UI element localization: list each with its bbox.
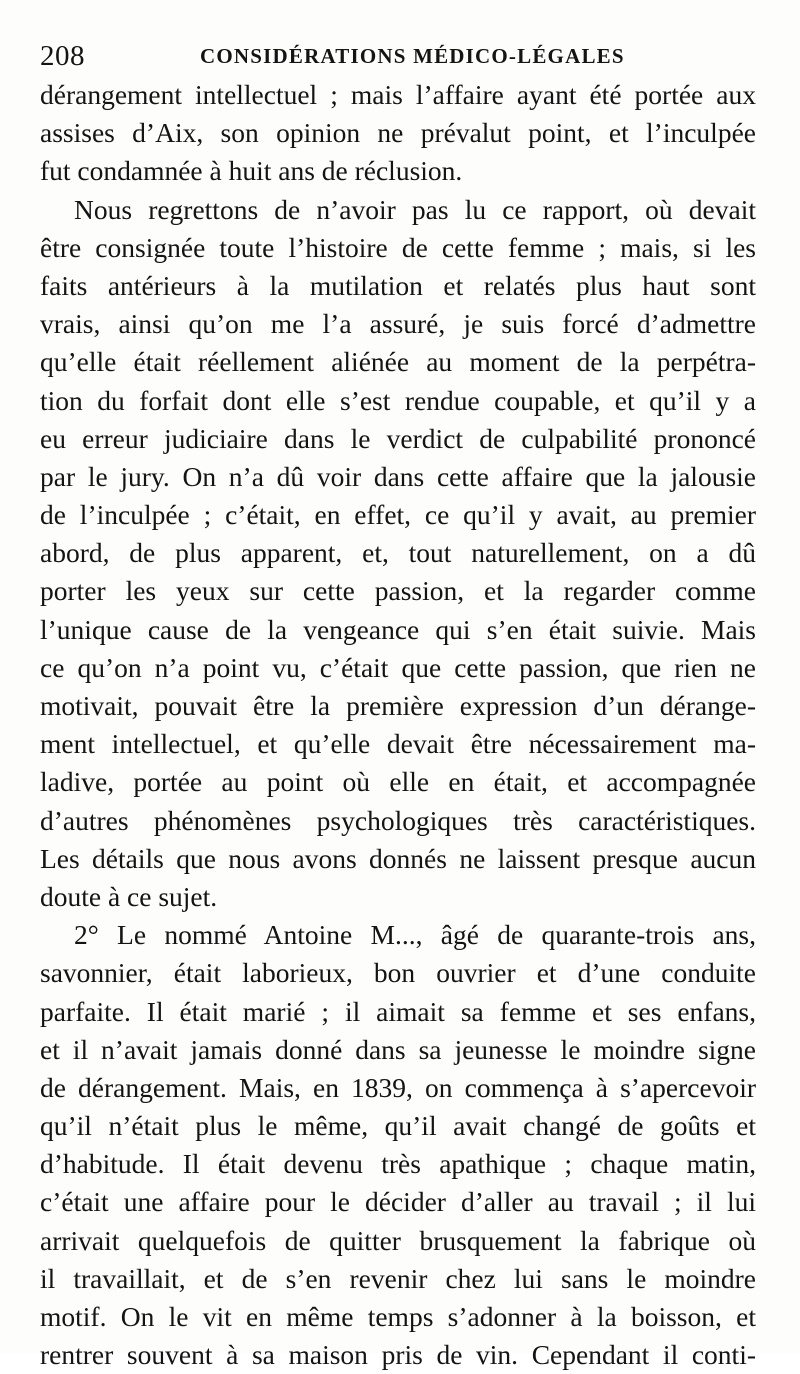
text-line: par le jury. On n’a dû voir dans cette affaire que la jalousie	[40, 460, 756, 492]
text-line: c’était une affaire pour le décider d’aller au travail ; il lui	[40, 1186, 756, 1218]
page-number: 208	[40, 39, 85, 72]
text-line: arrivait quelquefois de quitter brusquement la fabrique où	[40, 1224, 756, 1256]
text-line: abord, de plus apparent, et, tout naturellement, on a dû	[40, 537, 756, 569]
text-line: ment intellectuel, et qu’elle devait être nécessairement ma-	[40, 728, 756, 760]
text-line: de dérangement. Mais, en 1839, on commença à s’apercevoir	[40, 1071, 756, 1103]
text-line: et il n’avait jamais donné dans sa jeunesse le moindre signe	[40, 1033, 756, 1065]
text-line: motivait, pouvait être la première expression d’un dérange-	[40, 690, 756, 721]
text-line: fut condamnée à huit ans de réclusion.	[40, 155, 463, 187]
page-header	[40, 36, 756, 76]
body-text	[40, 76, 756, 1374]
text-line: ladive, portée au point où elle en était, et accompagnée	[40, 766, 756, 798]
text-line: savonnier, était laborieux, bon ouvrier et d’une conduite	[40, 957, 756, 989]
text-line: assises d’Aix, son opinion ne prévalut point, et l’inculpée	[40, 117, 756, 149]
text-line: parfaite. Il était marié ; il aimait sa femme et ses enfans,	[40, 995, 756, 1027]
text-line: Les détails que nous avons donnés ne laissent presque aucun	[40, 842, 756, 874]
text-line: motif. On le vit en même temps s’adonner à la boisson, et	[40, 1301, 756, 1332]
text-line: faits antérieurs à la mutilation et relatés plus haut sont	[40, 269, 756, 301]
text-line: de l’inculpée ; c’était, en effet, ce qu’il y avait, au premier	[40, 499, 756, 531]
text-line: être consignée toute l’histoire de cette femme ; mais, si les	[40, 231, 756, 263]
text-line: il travaillait, et de s’en revenir chez lui sans le moindre	[40, 1262, 756, 1294]
text-line: porter les yeux sur cette passion, et la regarder comme	[40, 575, 756, 607]
text-line: l’unique cause de la vengeance qui s’en était suivie. Mais	[40, 613, 756, 645]
text-line: rentrer souvent à sa maison pris de vin. Cependant il conti-	[40, 1339, 756, 1371]
text-line: d’autres phénomènes psychologiques très caractéristiques.	[40, 804, 756, 836]
text-line: eu erreur judiciaire dans le verdict de culpabilité prononcé	[40, 422, 756, 454]
text-line: d’habitude. Il était devenu très apathique ; chaque matin,	[40, 1148, 756, 1180]
text-line: doute à ce sujet.	[40, 880, 218, 912]
text-line: ce qu’on n’a point vu, c’était que cette passion, que rien ne	[40, 651, 756, 683]
text-line: tion du forfait dont elle s’est rendue coupable, et qu’il y a	[40, 384, 756, 416]
text-line: 2° Le nommé Antoine M..., âgé de quarante-trois ans,	[74, 919, 756, 951]
text-line: Nous regrettons de n’avoir pas lu ce rapport, où devait	[74, 193, 756, 225]
running-head: CONSIDÉRATIONS MÉDICO-LÉGALES	[200, 43, 625, 68]
text-line: dérangement intellectuel ; mais l’affaire ayant été portée aux	[40, 79, 756, 110]
text-line: qu’il n’était plus le même, qu’il avait changé de goûts et	[40, 1110, 756, 1142]
text-line: vrais, ainsi qu’on me l’a assuré, je suis forcé d’admettre	[40, 308, 756, 340]
text-line: qu’elle était réellement aliénée au moment de la perpétra-	[40, 346, 756, 378]
